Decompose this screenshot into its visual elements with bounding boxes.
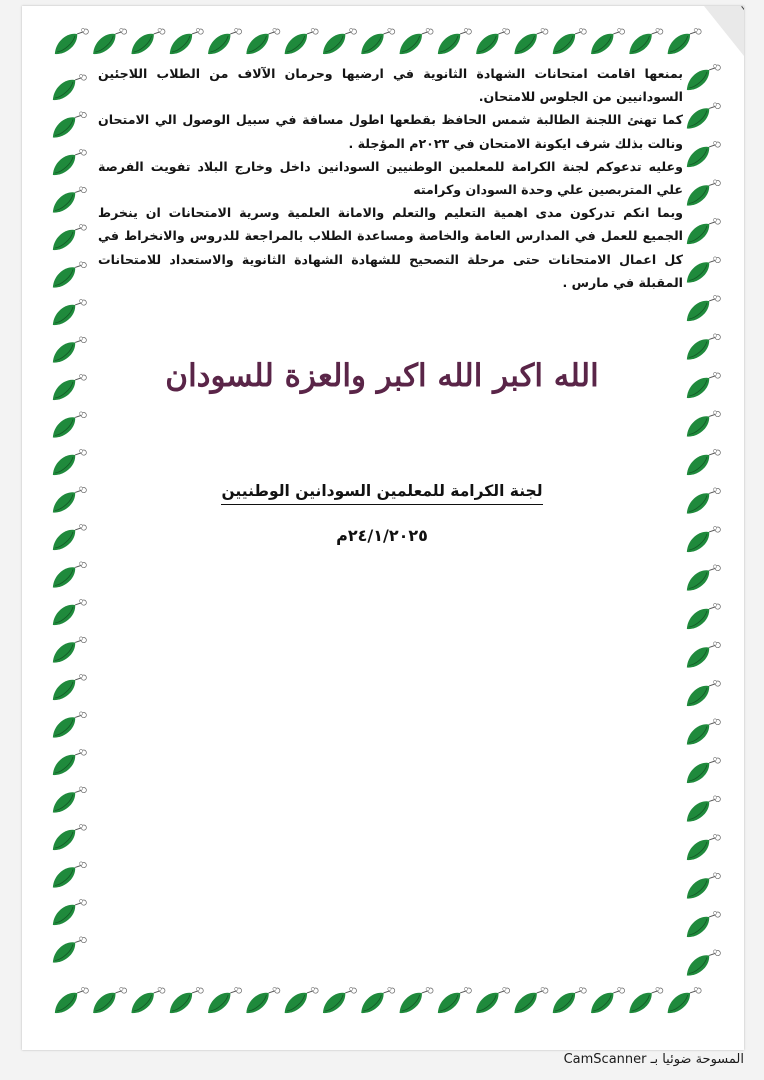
letter-body (98, 62, 683, 294)
committee-name: لجنة الكرامة للمعلمين السودانين الوطنيين (221, 482, 542, 505)
paragraph-call-to-action: وبما انكم تدركون مدى اهمية التعليم والتعلم والامانة العلمية وسرية الامتحانات ان ينخرط الجميع للعمل في المدارس العامة والخاصة ومساعدة الطلاب بالمراجعة للدروس والانخراط في كل اعمال الامتحانات حتى مرحلة التصحيح للشهادة الشهادة الثانوية والاستعداد للامتحانات المقبلة في مارس . (98, 205, 683, 290)
page-corner-fold (704, 6, 744, 56)
camscanner-watermark: المسوحة ضوئيا بـ CamScanner (563, 1052, 744, 1067)
signature-block (0, 482, 764, 500)
paragraph-congratulation: كما تهنئ اللجنة الطالبة شمس الحافظ بقطعها اطول مسافة في سبيل الوصول الي الامتحان ونالت بذلك شرف ايكونة الامتحان في ٢٠٢٣م المؤجلة . (98, 112, 683, 151)
paragraph-refugees: بمنعها اقامت امتحانات الشهادة الثانوية في ارضيها وحرمان الآلاف من الطلاب اللاجئين السودانيين من الجلوس للامتحان. (98, 66, 683, 105)
letter-date: ٢٤/١/٢٠٢٥م (336, 526, 428, 545)
paragraph-invitation: وعليه تدعوكم لجنة الكرامة للمعلمين الوطنيين السودانين داخل وخارج البلاد تفويت الفرصة علي المتربصين علي وحدة السودان وكرامته (98, 158, 683, 198)
motto-heading: الله اكبر الله اكبر والعزة للسودان (165, 358, 599, 394)
